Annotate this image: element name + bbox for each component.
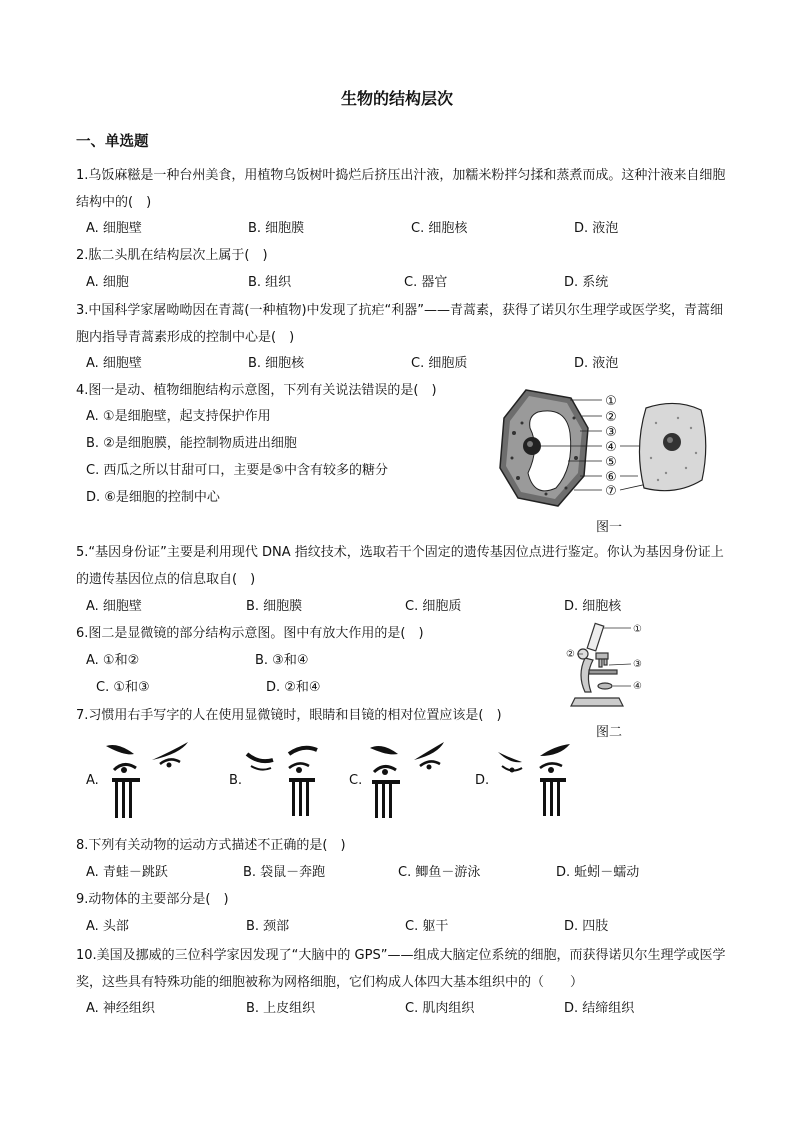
q3-option-b[interactable]: B. 细胞核 — [248, 356, 305, 371]
question-2-stem: 2.肱二头肌在结构层次上属于( ) — [76, 248, 268, 263]
figure-2-caption: 图二 — [596, 725, 623, 740]
q7-option-c[interactable]: C. — [349, 773, 363, 788]
q2-option-c[interactable]: C. 器官 — [404, 275, 448, 290]
q10-option-c[interactable]: C. 肌肉组织 — [405, 1001, 475, 1016]
question-10-stem: 10.美国及挪威的三位科学家因发现了“大脑中的 GPS”——组成大脑定位系统的细胞，而获得诺贝尔生理学或医学奖，这些具有特殊功能的细胞被称为网格细胞，它们构成人体四大基本组织中的（ ） — [76, 948, 726, 990]
q8-option-c[interactable]: C. 鲫鱼－游泳 — [398, 865, 481, 880]
question-7-stem: 7.习惯用右手写字的人在使用显微镜时，眼睛和目镜的相对位置应该是( ) — [76, 708, 502, 723]
page-title: 生物的结构层次 — [340, 89, 453, 108]
q10-option-d[interactable]: D. 结缔组织 — [564, 1001, 635, 1016]
q10-option-a[interactable]: A. 神经组织 — [86, 1001, 155, 1016]
fig1-label-1: ① — [605, 394, 617, 409]
question-9-stem: 9.动物体的主要部分是( ) — [76, 892, 229, 907]
fig1-label-4: ④ — [605, 440, 617, 455]
figure-1-cell-diagram — [496, 388, 711, 508]
fig1-label-6: ⑥ — [605, 470, 617, 485]
fig1-label-3: ③ — [605, 425, 617, 440]
q5-option-d[interactable]: D. 细胞核 — [564, 599, 622, 614]
question-5-stem: 5.“基因身份证”主要是利用现代 DNA 指纹技术，选取若干个固定的遗传基因位点进行鉴定。你认为基因身份证上的遗传基因位点的信息取自( ) — [76, 545, 724, 587]
q3-option-c[interactable]: C. 细胞质 — [411, 356, 468, 371]
fig1-label-2: ② — [605, 410, 617, 425]
q6-option-b[interactable]: B. ③和④ — [255, 653, 309, 668]
q4-option-a[interactable]: A. ①是细胞壁，起支持保护作用 — [86, 409, 271, 424]
figure-1-caption: 图一 — [596, 520, 623, 535]
q7-option-b[interactable]: B. — [229, 773, 243, 788]
q3-option-d[interactable]: D. 液泡 — [574, 356, 619, 371]
q5-option-b[interactable]: B. 细胞膜 — [246, 599, 303, 614]
question-6-stem: 6.图二是显微镜的部分结构示意图。图中有放大作用的是( ) — [76, 626, 424, 641]
q7-option-b-eyes-image — [245, 744, 325, 820]
q7-option-d[interactable]: D. — [475, 773, 490, 788]
q7-option-d-eyes-image — [496, 742, 576, 820]
q4-option-b[interactable]: B. ②是细胞膜，能控制物质进出细胞 — [86, 436, 297, 451]
question-8-stem: 8.下列有关动物的运动方式描述不正确的是( ) — [76, 838, 346, 853]
q2-option-b[interactable]: B. 组织 — [248, 275, 292, 290]
q6-option-d[interactable]: D. ②和④ — [266, 680, 321, 695]
question-1-stem: 1.乌饭麻糍是一种台州美食，用植物乌饭树叶捣烂后挤压出汁液，加糯米粉拌匀揉和蒸煮而成。这种汁液来自细胞结构中的( ) — [76, 168, 726, 210]
q7-option-a-eyes-image — [104, 740, 190, 820]
fig2-label-4: ④ — [633, 681, 642, 692]
q9-option-a[interactable]: A. 头部 — [86, 919, 129, 934]
q6-option-a[interactable]: A. ①和② — [86, 653, 140, 668]
q8-option-d[interactable]: D. 蚯蚓－蠕动 — [556, 865, 640, 880]
q8-option-b[interactable]: B. 袋鼠－奔跑 — [243, 865, 326, 880]
question-4-stem: 4.图一是动、植物细胞结构示意图，下列有关说法错误的是( ) — [76, 383, 437, 398]
q2-option-d[interactable]: D. 系统 — [564, 275, 609, 290]
q4-option-c[interactable]: C. 西瓜之所以甘甜可口，主要是⑤中含有较多的糖分 — [86, 463, 388, 478]
fig1-label-7: ⑦ — [605, 484, 617, 499]
q6-option-c[interactable]: C. ①和③ — [96, 680, 150, 695]
q9-option-b[interactable]: B. 颈部 — [246, 919, 290, 934]
q5-option-c[interactable]: C. 细胞质 — [405, 599, 462, 614]
q1-option-d[interactable]: D. 液泡 — [574, 221, 619, 236]
fig2-label-3: ③ — [633, 659, 642, 670]
section-heading: 一、单选题 — [76, 134, 149, 150]
q2-option-a[interactable]: A. 细胞 — [86, 275, 129, 290]
figure-2-microscope-diagram — [563, 620, 653, 715]
fig2-label-1: ① — [633, 624, 642, 635]
q7-option-c-eyes-image — [368, 740, 448, 820]
question-3-stem: 3.中国科学家屠呦呦因在青蒿(一种植物)中发现了抗疟“利器”——青蒿素，获得了诺贝尔生理学或医学奖，青蒿细胞内指导青蒿素形成的控制中心是( ) — [76, 303, 724, 345]
q10-option-b[interactable]: B. 上皮组织 — [246, 1001, 316, 1016]
fig1-label-5: ⑤ — [605, 455, 617, 470]
q1-option-b[interactable]: B. 细胞膜 — [248, 221, 305, 236]
q8-option-a[interactable]: A. 青蛙－跳跃 — [86, 865, 168, 880]
q9-option-d[interactable]: D. 四肢 — [564, 919, 609, 934]
q1-option-c[interactable]: C. 细胞核 — [411, 221, 468, 236]
q5-option-a[interactable]: A. 细胞壁 — [86, 599, 142, 614]
q3-option-a[interactable]: A. 细胞壁 — [86, 356, 142, 371]
q1-option-a[interactable]: A. 细胞壁 — [86, 221, 142, 236]
q7-option-a[interactable]: A. — [86, 773, 99, 788]
q4-option-d[interactable]: D. ⑥是细胞的控制中心 — [86, 490, 220, 505]
fig2-label-2: ② — [566, 649, 575, 660]
q9-option-c[interactable]: C. 躯干 — [405, 919, 449, 934]
